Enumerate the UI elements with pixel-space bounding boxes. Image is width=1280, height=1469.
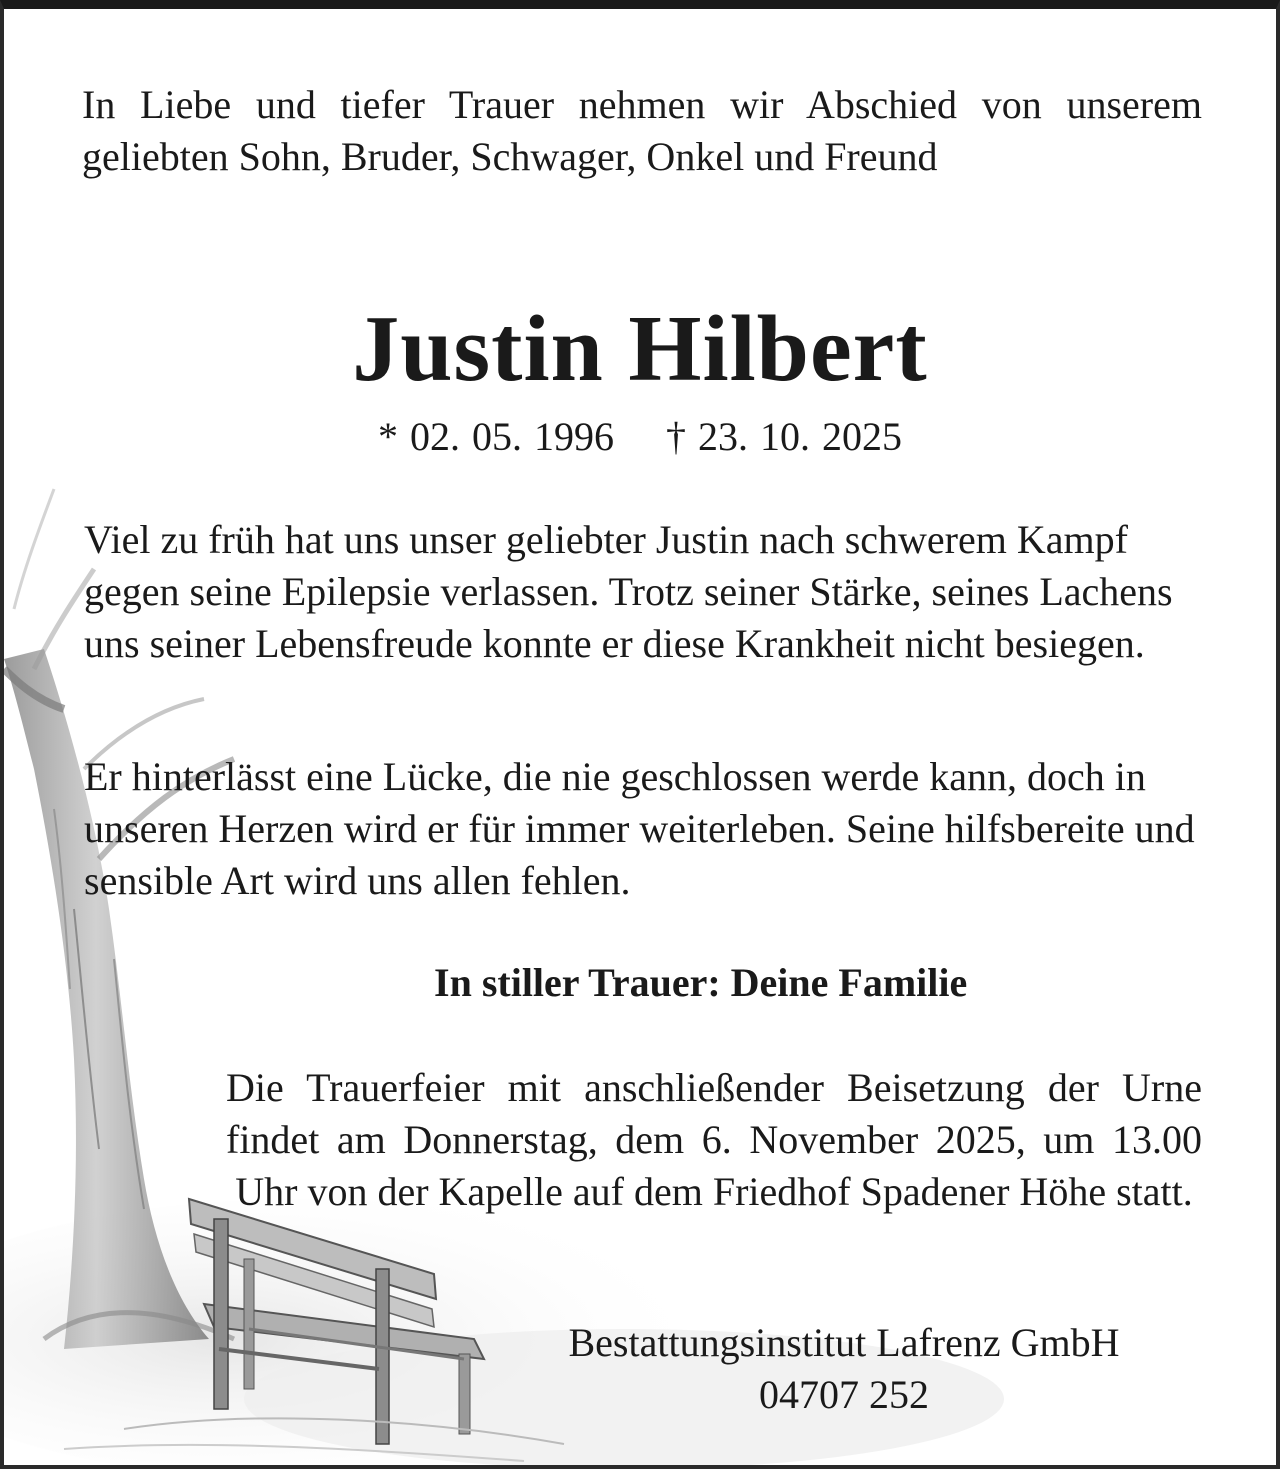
deceased-name: Justin Hilbert (352, 297, 928, 401)
intro-text: In Liebe und tiefer Trauer nehmen wir Abschied von unserem geliebten Sohn, Bruder, Schwager, Onkel und Freund (82, 82, 1202, 179)
memorial-paragraph-2: Er hinterlässt eine Lücke, die nie geschlossen werde kann, doch in unseren Herzen wird er für immer weiterleben. Seine hilfsbereite und sensible Art wird uns allen fehlen. (84, 754, 1195, 903)
memorial-paragraph-1: Viel zu früh hat uns unser geliebter Justin nach schwerem Kampf gegen seine Epilepsie verlassen. Trotz seiner Stärke, seines Lachens uns seiner Lebensfreude konnte er diese Krankheit nicht besiegen. (84, 517, 1173, 666)
tree-and-bench-illustration (4, 9, 1276, 1465)
family-signoff: In stiller Trauer: Deine Familie (434, 960, 968, 1005)
undertaker-block (524, 1317, 1164, 1421)
undertaker-name: Bestattungsinstitut Lafrenz GmbH (568, 1320, 1120, 1365)
undertaker-phone: 04707 252 (759, 1372, 929, 1417)
ceremony-details: Die Trauerfeier mit anschließender Beisetzung der Urne findet am Donnerstag, dem 6. November 2025, um 13.00 Uhr von der Kapelle auf dem Friedhof Spadener Höhe statt. (226, 1065, 1202, 1214)
life-dates (4, 411, 1276, 463)
birth-date: * 02. 05. 1996 (378, 414, 614, 459)
death-date: † 23. 10. 2025 (666, 414, 902, 459)
